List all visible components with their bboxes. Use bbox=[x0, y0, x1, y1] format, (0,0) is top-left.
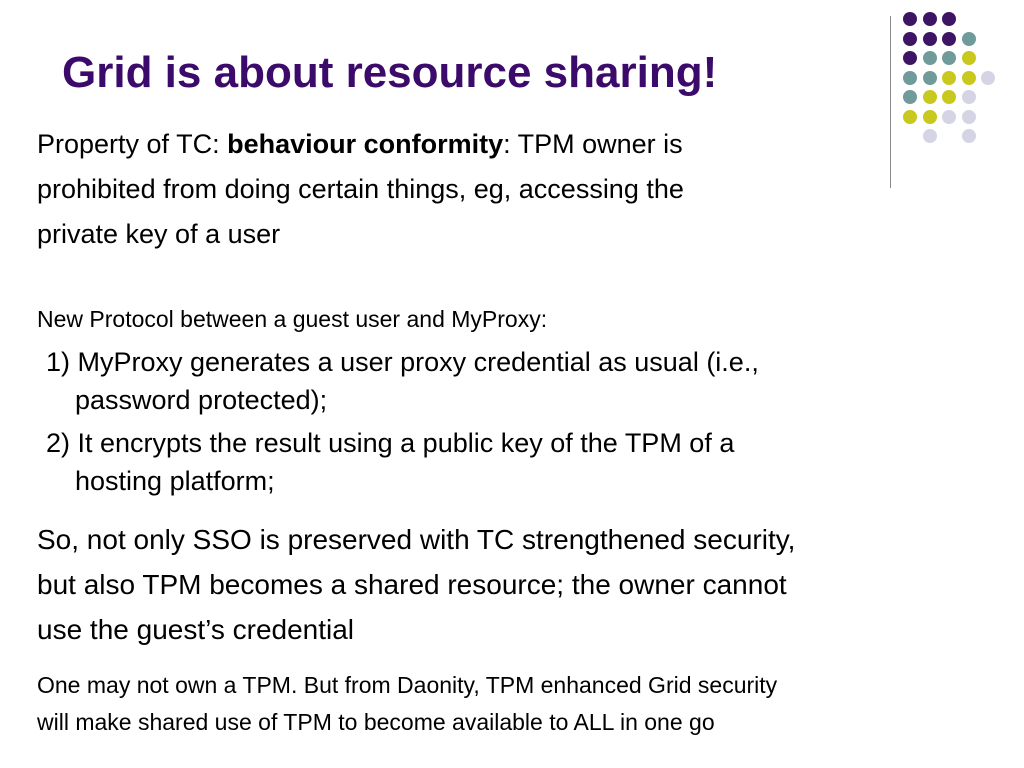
step2-line2: hosting platform; bbox=[75, 466, 275, 496]
vertical-divider bbox=[890, 16, 891, 188]
decorative-dot bbox=[942, 51, 956, 65]
paragraph1-line3: private key of a user bbox=[37, 219, 281, 249]
decorative-dot bbox=[962, 90, 976, 104]
decorative-dot bbox=[962, 129, 976, 143]
decorative-dot bbox=[942, 110, 956, 124]
decorative-dot bbox=[942, 32, 956, 46]
decorative-dot bbox=[903, 90, 917, 104]
decorative-dot bbox=[903, 51, 917, 65]
paragraph-behaviour-conformity bbox=[37, 122, 684, 257]
decorative-dot bbox=[903, 32, 917, 46]
decorative-dot bbox=[923, 51, 937, 65]
paragraph4-line1: One may not own a TPM. But from Daonity, TPM enhanced Grid security bbox=[37, 672, 778, 698]
decorative-dot bbox=[962, 71, 976, 85]
paragraph3-line1: So, not only SSO is preserved with TC strengthened security, bbox=[37, 524, 796, 555]
decorative-dot bbox=[923, 12, 937, 26]
decorative-dot bbox=[942, 71, 956, 85]
decorative-dot bbox=[962, 32, 976, 46]
step1-line1: 1) MyProxy generates a user proxy credential as usual (i.e., bbox=[46, 347, 759, 377]
decorative-dot bbox=[923, 90, 937, 104]
slide-title: Grid is about resource sharing! bbox=[62, 48, 718, 97]
decorative-dot bbox=[942, 12, 956, 26]
paragraph1-line1-rest: : TPM owner is bbox=[503, 129, 683, 159]
step2-line1: 2) It encrypts the result using a public key of the TPM of a bbox=[46, 428, 735, 458]
paragraph1-prefix: Property of TC: bbox=[37, 129, 228, 159]
decorative-dot bbox=[962, 51, 976, 65]
protocol-step-1 bbox=[46, 343, 759, 419]
decorative-dot bbox=[923, 32, 937, 46]
decorative-dot bbox=[981, 71, 995, 85]
decorative-dot bbox=[903, 12, 917, 26]
paragraph3-line3: use the guest’s credential bbox=[37, 614, 355, 645]
decorative-dot bbox=[962, 110, 976, 124]
paragraph1-bold-term: behaviour conformity bbox=[227, 129, 504, 159]
decorative-dot-grid bbox=[903, 12, 1003, 172]
paragraph-new-protocol: New Protocol between a guest user and MyProxy: bbox=[37, 306, 548, 332]
decorative-dot bbox=[942, 90, 956, 104]
decorative-dot bbox=[923, 71, 937, 85]
decorative-dot bbox=[903, 110, 917, 124]
decorative-dot bbox=[923, 110, 937, 124]
step1-line2: password protected); bbox=[75, 385, 328, 415]
paragraph3-line2: but also TPM becomes a shared resource; the owner cannot bbox=[37, 569, 787, 600]
paragraph1-line2: prohibited from doing certain things, eg, accessing the bbox=[37, 174, 684, 204]
paragraph4-line2: will make shared use of TPM to become available to ALL in one go bbox=[37, 709, 715, 735]
paragraph-daonity bbox=[37, 667, 777, 741]
decorative-dot bbox=[923, 129, 937, 143]
paragraph-sso-preserved bbox=[37, 517, 795, 652]
decorative-dot bbox=[903, 71, 917, 85]
protocol-step-2 bbox=[46, 424, 734, 500]
